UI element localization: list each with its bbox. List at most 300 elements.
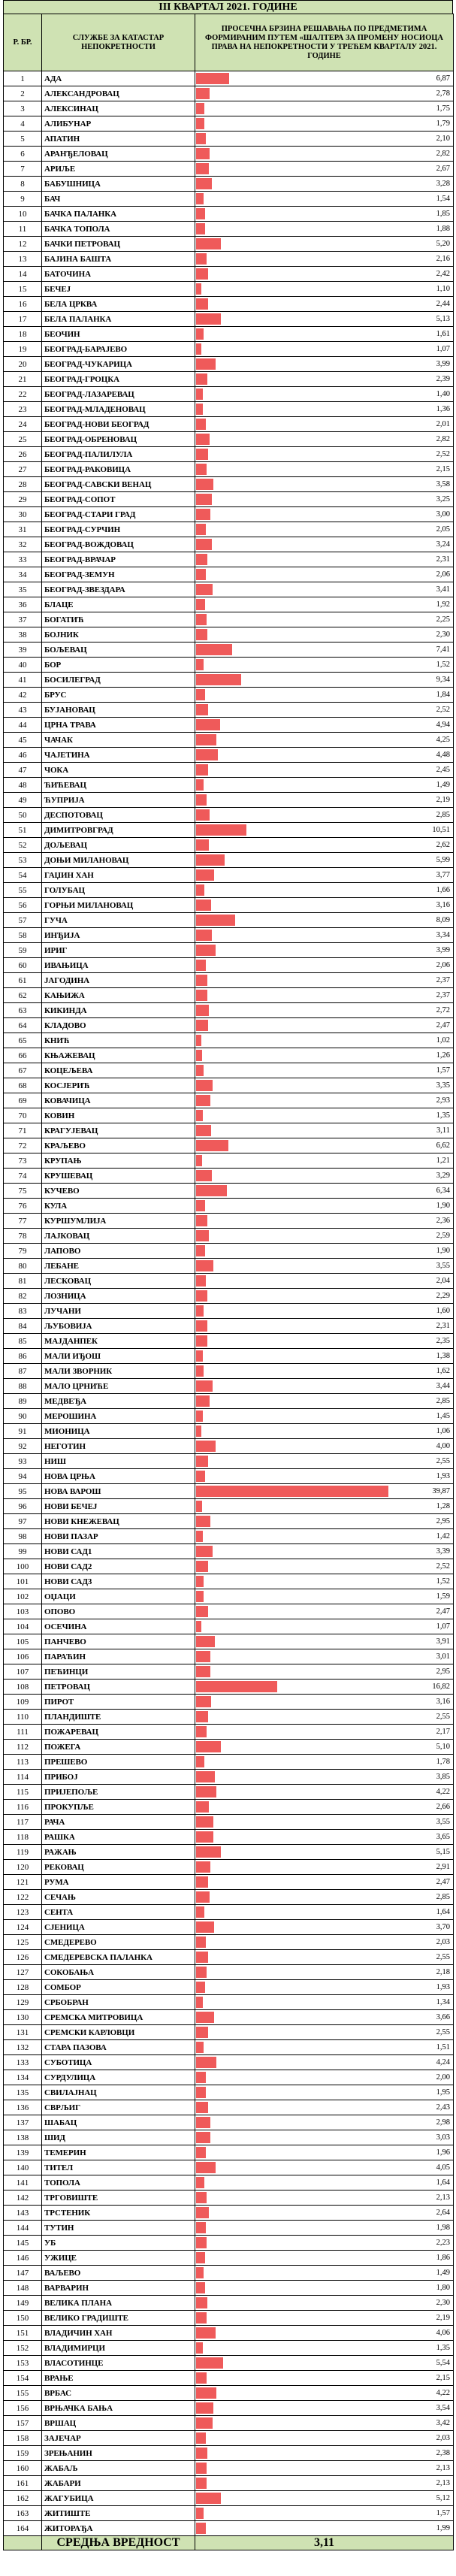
value-bar bbox=[196, 930, 212, 941]
value-label: 2,62 bbox=[436, 841, 450, 849]
row-number: 33 bbox=[4, 552, 42, 567]
office-name: УБ bbox=[42, 2236, 195, 2251]
value-cell bbox=[195, 1078, 454, 1093]
value-label: 2,52 bbox=[436, 706, 450, 714]
row-number: 161 bbox=[4, 2476, 42, 2491]
value-cell bbox=[195, 1184, 454, 1199]
value-cell bbox=[195, 507, 454, 522]
table-row bbox=[4, 132, 454, 147]
value-bar bbox=[196, 1906, 204, 1918]
value-label: 2,82 bbox=[436, 435, 450, 443]
value-label: 4,25 bbox=[436, 736, 450, 744]
value-label: 3,66 bbox=[436, 2013, 450, 2021]
value-label: 2,55 bbox=[436, 1713, 450, 1721]
value-cell bbox=[195, 1199, 454, 1214]
value-bar bbox=[196, 899, 211, 911]
value-cell bbox=[195, 2326, 454, 2341]
value-cell bbox=[195, 1815, 454, 1830]
value-label: 1,93 bbox=[436, 1472, 450, 1480]
office-name: ПАРАЋИН bbox=[42, 1649, 195, 1664]
value-cell bbox=[195, 658, 454, 673]
value-label: 2,13 bbox=[436, 2464, 450, 2472]
table-row bbox=[4, 2521, 454, 2536]
value-bar bbox=[196, 1876, 208, 1888]
value-bar bbox=[196, 749, 218, 760]
office-name: СМЕДЕРЕВО bbox=[42, 1935, 195, 1950]
row-number: 70 bbox=[4, 1108, 42, 1123]
value-cell bbox=[195, 1755, 454, 1770]
value-bar bbox=[196, 1711, 208, 1722]
office-name: ВАРВАРИН bbox=[42, 2281, 195, 2296]
value-bar bbox=[196, 524, 206, 535]
row-number: 88 bbox=[4, 1379, 42, 1394]
value-bar bbox=[196, 73, 229, 84]
table-row bbox=[4, 763, 454, 778]
value-bar bbox=[196, 253, 207, 265]
row-number: 53 bbox=[4, 853, 42, 868]
value-cell bbox=[195, 1003, 454, 1018]
value-bar bbox=[196, 1771, 215, 1782]
row-number: 119 bbox=[4, 1845, 42, 1860]
value-label: 2,47 bbox=[436, 1878, 450, 1886]
office-name: ТУТИН bbox=[42, 2221, 195, 2236]
value-bar bbox=[196, 1967, 207, 1978]
row-number: 99 bbox=[4, 1544, 42, 1559]
value-label: 1,52 bbox=[436, 1577, 450, 1586]
row-number: 60 bbox=[4, 958, 42, 973]
office-name: БЕОГРАД-МЛАДЕНОВАЦ bbox=[42, 402, 195, 417]
value-bar bbox=[196, 313, 221, 325]
office-name: БОЉЕВАЦ bbox=[42, 642, 195, 658]
value-cell bbox=[195, 402, 454, 417]
office-name: МАЛИ ИЂОШ bbox=[42, 1349, 195, 1364]
row-number: 91 bbox=[4, 1424, 42, 1439]
table-row bbox=[4, 1184, 454, 1199]
office-name: КРУШЕВАЦ bbox=[42, 1169, 195, 1184]
table-row bbox=[4, 1093, 454, 1108]
value-label: 2,31 bbox=[436, 555, 450, 564]
value-cell bbox=[195, 2010, 454, 2025]
table-row bbox=[4, 733, 454, 748]
row-number: 19 bbox=[4, 342, 42, 357]
row-number: 142 bbox=[4, 2191, 42, 2206]
table-row bbox=[4, 1574, 454, 1589]
table-row bbox=[4, 1048, 454, 1063]
office-name: БЕОГРАД-СОПОТ bbox=[42, 492, 195, 507]
value-cell bbox=[195, 2191, 454, 2206]
row-number: 155 bbox=[4, 2386, 42, 2401]
table-row bbox=[4, 2506, 454, 2521]
value-label: 2,55 bbox=[436, 1953, 450, 1961]
row-number: 150 bbox=[4, 2311, 42, 2326]
value-bar bbox=[196, 494, 212, 505]
table-row bbox=[4, 177, 454, 192]
value-bar bbox=[196, 373, 207, 385]
value-bar bbox=[196, 1245, 205, 1256]
office-name: МАЛО ЦРНИЋЕ bbox=[42, 1379, 195, 1394]
table-row bbox=[4, 688, 454, 703]
table-row bbox=[4, 447, 454, 462]
office-name: ЛЕСКОВАЦ bbox=[42, 1274, 195, 1289]
value-bar bbox=[196, 915, 235, 926]
office-name: РЕКОВАЦ bbox=[42, 1860, 195, 1875]
row-number: 41 bbox=[4, 673, 42, 688]
office-name: БАЈИНА БАШТА bbox=[42, 252, 195, 267]
value-label: 1,64 bbox=[436, 1908, 450, 1916]
page-title: III КВАРТАЛ 2021. ГОДИНЕ bbox=[3, 0, 453, 14]
row-number: 49 bbox=[4, 793, 42, 808]
office-name: СОМБОР bbox=[42, 1980, 195, 1995]
value-cell bbox=[195, 1965, 454, 1980]
row-number: 22 bbox=[4, 387, 42, 402]
value-label: 5,20 bbox=[436, 240, 450, 248]
value-label: 3,99 bbox=[436, 946, 450, 954]
office-name: РУМА bbox=[42, 1875, 195, 1890]
row-number: 158 bbox=[4, 2431, 42, 2446]
value-cell bbox=[195, 1800, 454, 1815]
table-row bbox=[4, 823, 454, 838]
value-bar bbox=[196, 2012, 214, 2023]
value-cell bbox=[195, 673, 454, 688]
value-cell bbox=[195, 1229, 454, 1244]
value-label: 1,10 bbox=[436, 285, 450, 293]
row-number: 107 bbox=[4, 1664, 42, 1680]
value-cell bbox=[195, 1664, 454, 1680]
value-bar bbox=[196, 328, 204, 340]
table-row bbox=[4, 1695, 454, 1710]
value-label: 2,18 bbox=[436, 1968, 450, 1976]
office-name: РАЧА bbox=[42, 1815, 195, 1830]
row-number: 28 bbox=[4, 477, 42, 492]
value-cell bbox=[195, 1138, 454, 1153]
office-name: БЕЧЕЈ bbox=[42, 282, 195, 297]
value-bar bbox=[196, 2237, 207, 2248]
value-label: 1,59 bbox=[436, 1592, 450, 1601]
office-name: ОЏАЦИ bbox=[42, 1589, 195, 1604]
table-row bbox=[4, 2115, 454, 2130]
office-name: ЛУЧАНИ bbox=[42, 1304, 195, 1319]
table-row bbox=[4, 537, 454, 552]
value-label: 3,16 bbox=[436, 901, 450, 909]
row-number: 62 bbox=[4, 988, 42, 1003]
office-name: ПРИЈЕПОЉЕ bbox=[42, 1785, 195, 1800]
value-bar bbox=[196, 1035, 201, 1046]
value-cell bbox=[195, 2025, 454, 2040]
office-name: БАЧКА ТОПОЛА bbox=[42, 222, 195, 237]
row-number: 124 bbox=[4, 1920, 42, 1935]
value-bar bbox=[196, 884, 204, 896]
row-number: 27 bbox=[4, 462, 42, 477]
table-row bbox=[4, 1770, 454, 1785]
value-bar bbox=[196, 1801, 209, 1813]
value-bar bbox=[196, 103, 204, 114]
value-bar bbox=[196, 2267, 204, 2278]
table-row bbox=[4, 2206, 454, 2221]
office-name: ПЛАНДИШТЕ bbox=[42, 1710, 195, 1725]
value-bar bbox=[196, 1681, 277, 1692]
value-label: 3,39 bbox=[436, 1547, 450, 1556]
row-number: 23 bbox=[4, 402, 42, 417]
table-row bbox=[4, 1604, 454, 1619]
value-label: 1,93 bbox=[436, 1983, 450, 1991]
value-cell bbox=[195, 1153, 454, 1169]
value-label: 4,94 bbox=[436, 721, 450, 729]
value-cell bbox=[195, 71, 454, 86]
row-number: 77 bbox=[4, 1214, 42, 1229]
row-number: 135 bbox=[4, 2085, 42, 2100]
value-cell bbox=[195, 1424, 454, 1439]
value-label: 3,25 bbox=[436, 495, 450, 503]
value-label: 4,05 bbox=[436, 2163, 450, 2172]
row-number: 86 bbox=[4, 1349, 42, 1364]
row-number: 116 bbox=[4, 1800, 42, 1815]
value-label: 1,21 bbox=[436, 1156, 450, 1165]
value-label: 4,24 bbox=[436, 2058, 450, 2067]
value-cell bbox=[195, 1589, 454, 1604]
value-cell bbox=[195, 1905, 454, 1920]
office-name: АЛИБУНАР bbox=[42, 116, 195, 132]
office-name: ПЕЋИНЦИ bbox=[42, 1664, 195, 1680]
header-num: Р. БР. bbox=[4, 14, 42, 71]
value-cell bbox=[195, 252, 454, 267]
row-number: 123 bbox=[4, 1905, 42, 1920]
row-number: 132 bbox=[4, 2040, 42, 2055]
table-row bbox=[4, 477, 454, 492]
row-number: 148 bbox=[4, 2281, 42, 2296]
office-name: ОСЕЧИНА bbox=[42, 1619, 195, 1634]
value-cell bbox=[195, 147, 454, 162]
value-cell bbox=[195, 748, 454, 763]
table-row bbox=[4, 267, 454, 282]
value-cell bbox=[195, 492, 454, 507]
row-number: 128 bbox=[4, 1980, 42, 1995]
value-cell bbox=[195, 1785, 454, 1800]
value-bar bbox=[196, 1636, 215, 1647]
row-number: 34 bbox=[4, 567, 42, 582]
row-number: 139 bbox=[4, 2145, 42, 2160]
value-label: 2,30 bbox=[436, 630, 450, 639]
value-cell bbox=[195, 2251, 454, 2266]
value-label: 5,99 bbox=[436, 856, 450, 864]
value-bar bbox=[196, 1576, 204, 1587]
value-label: 1,07 bbox=[436, 1622, 450, 1631]
row-number: 157 bbox=[4, 2416, 42, 2431]
value-label: 3,03 bbox=[436, 2133, 450, 2142]
value-label: 3,41 bbox=[436, 585, 450, 594]
office-name: БЕОГРАД-НОВИ БЕОГРАД bbox=[42, 417, 195, 432]
value-label: 1,98 bbox=[436, 2224, 450, 2232]
value-cell bbox=[195, 2206, 454, 2221]
table-row bbox=[4, 1394, 454, 1409]
value-cell bbox=[195, 1514, 454, 1529]
value-cell bbox=[195, 2130, 454, 2145]
value-cell bbox=[195, 1574, 454, 1589]
value-bar bbox=[196, 2312, 207, 2324]
value-label: 1,07 bbox=[436, 345, 450, 353]
value-cell bbox=[195, 1950, 454, 1965]
value-bar bbox=[196, 2117, 210, 2128]
value-label: 2,38 bbox=[436, 2449, 450, 2457]
value-bar bbox=[196, 268, 208, 280]
value-cell bbox=[195, 1033, 454, 1048]
table-row bbox=[4, 357, 454, 372]
office-name: ЈАГОДИНА bbox=[42, 973, 195, 988]
office-name: КУРШУМЛИЈА bbox=[42, 1214, 195, 1229]
value-cell bbox=[195, 222, 454, 237]
office-name: НОВИ САД3 bbox=[42, 1574, 195, 1589]
table-row bbox=[4, 1649, 454, 1664]
row-number: 92 bbox=[4, 1439, 42, 1454]
office-name: ПОЖЕГА bbox=[42, 1740, 195, 1755]
value-label: 2,42 bbox=[436, 270, 450, 278]
value-bar bbox=[196, 449, 208, 460]
value-cell bbox=[195, 552, 454, 567]
value-label: 3,01 bbox=[436, 1652, 450, 1661]
office-name: БОГАТИЋ bbox=[42, 612, 195, 627]
office-name: БЕОГРАД-СУРЧИН bbox=[42, 522, 195, 537]
value-bar bbox=[196, 2087, 206, 2098]
table-row bbox=[4, 1800, 454, 1815]
table-row bbox=[4, 2160, 454, 2175]
value-cell bbox=[195, 2461, 454, 2476]
value-bar bbox=[196, 479, 213, 490]
value-bar bbox=[196, 2192, 207, 2203]
value-cell bbox=[195, 237, 454, 252]
table-row bbox=[4, 853, 454, 868]
row-number: 160 bbox=[4, 2461, 42, 2476]
value-cell bbox=[195, 718, 454, 733]
row-number: 151 bbox=[4, 2326, 42, 2341]
value-label: 1,28 bbox=[436, 1502, 450, 1510]
value-cell bbox=[195, 778, 454, 793]
table-row bbox=[4, 86, 454, 101]
office-name: РАЖАЊ bbox=[42, 1845, 195, 1860]
row-number: 79 bbox=[4, 1244, 42, 1259]
value-cell bbox=[195, 2371, 454, 2386]
value-label: 5,13 bbox=[436, 315, 450, 323]
value-label: 2,95 bbox=[436, 1667, 450, 1676]
office-name: КРАЉЕВО bbox=[42, 1138, 195, 1153]
value-label: 2,52 bbox=[436, 450, 450, 458]
table-row bbox=[4, 1875, 454, 1890]
value-bar bbox=[196, 133, 206, 144]
value-bar bbox=[196, 764, 208, 776]
value-bar bbox=[196, 1982, 205, 1993]
office-name: КУЧЕВО bbox=[42, 1184, 195, 1199]
row-number: 48 bbox=[4, 778, 42, 793]
value-cell bbox=[195, 2221, 454, 2236]
value-cell bbox=[195, 1394, 454, 1409]
table-row bbox=[4, 642, 454, 658]
value-label: 2,37 bbox=[436, 991, 450, 999]
value-label: 1,90 bbox=[436, 1202, 450, 1210]
average-empty bbox=[4, 2536, 42, 2550]
table-row bbox=[4, 1514, 454, 1529]
office-name: БЕОГРАД-ВОЖДОВАЦ bbox=[42, 537, 195, 552]
table-row bbox=[4, 1680, 454, 1695]
value-label: 2,19 bbox=[436, 2314, 450, 2322]
table-row bbox=[4, 567, 454, 582]
table-row bbox=[4, 417, 454, 432]
value-cell bbox=[195, 733, 454, 748]
office-name: СВРЉИГ bbox=[42, 2100, 195, 2115]
value-label: 3,70 bbox=[436, 1923, 450, 1931]
table-row bbox=[4, 988, 454, 1003]
value-cell bbox=[195, 2491, 454, 2506]
value-bar bbox=[196, 1050, 202, 1061]
office-name: КЛАДОВО bbox=[42, 1018, 195, 1033]
value-bar bbox=[196, 1456, 208, 1467]
value-label: 3,44 bbox=[436, 1382, 450, 1390]
table-row bbox=[4, 2040, 454, 2055]
table-row bbox=[4, 2356, 454, 2371]
value-bar bbox=[196, 719, 220, 730]
value-bar bbox=[196, 1891, 210, 1903]
value-label: 3,34 bbox=[436, 931, 450, 939]
value-label: 4,00 bbox=[436, 1442, 450, 1450]
value-cell bbox=[195, 1454, 454, 1469]
value-label: 3,29 bbox=[436, 1172, 450, 1180]
value-bar bbox=[196, 2162, 216, 2173]
value-label: 6,87 bbox=[436, 74, 450, 83]
value-label: 1,86 bbox=[436, 2254, 450, 2262]
office-name: ВРЊАЧКА БАЊА bbox=[42, 2401, 195, 2416]
value-cell bbox=[195, 1680, 454, 1695]
table-row bbox=[4, 1319, 454, 1334]
row-number: 89 bbox=[4, 1394, 42, 1409]
table-row bbox=[4, 1544, 454, 1559]
office-name: ВЕЛИКО ГРАДИШТЕ bbox=[42, 2311, 195, 2326]
office-name: МИОНИЦА bbox=[42, 1424, 195, 1439]
row-number: 45 bbox=[4, 733, 42, 748]
office-name: КРАГУЈЕВАЦ bbox=[42, 1123, 195, 1138]
office-name: ЦРНА ТРАВА bbox=[42, 718, 195, 733]
office-name: БАТОЧИНА bbox=[42, 267, 195, 282]
value-cell bbox=[195, 868, 454, 883]
value-bar bbox=[196, 569, 206, 580]
value-cell bbox=[195, 1123, 454, 1138]
value-cell bbox=[195, 462, 454, 477]
value-label: 2,15 bbox=[436, 2374, 450, 2382]
row-number: 113 bbox=[4, 1755, 42, 1770]
table-row bbox=[4, 1634, 454, 1649]
table-row bbox=[4, 1950, 454, 1965]
office-name: БЕОГРАД-ЗВЕЗДАРА bbox=[42, 582, 195, 597]
table-row bbox=[4, 1980, 454, 1995]
table-row bbox=[4, 1274, 454, 1289]
office-name: КНИЋ bbox=[42, 1033, 195, 1048]
office-name: БАЧКА ПАЛАНКА bbox=[42, 207, 195, 222]
value-cell bbox=[195, 1920, 454, 1935]
office-name: СУБОТИЦА bbox=[42, 2055, 195, 2070]
office-name: ИНЂИЈА bbox=[42, 928, 195, 943]
table-row bbox=[4, 252, 454, 267]
row-number: 76 bbox=[4, 1199, 42, 1214]
value-cell bbox=[195, 2296, 454, 2311]
value-label: 2,85 bbox=[436, 811, 450, 819]
office-name: БЕОГРАД-САВСКИ ВЕНАЦ bbox=[42, 477, 195, 492]
value-bar bbox=[196, 1260, 213, 1271]
value-bar bbox=[196, 2282, 205, 2293]
value-bar bbox=[196, 2372, 207, 2384]
row-number: 97 bbox=[4, 1514, 42, 1529]
row-number: 111 bbox=[4, 1725, 42, 1740]
value-label: 2,55 bbox=[436, 2028, 450, 2036]
table-row bbox=[4, 2431, 454, 2446]
value-bar bbox=[196, 2417, 213, 2429]
value-cell bbox=[195, 1710, 454, 1725]
value-bar bbox=[196, 1155, 202, 1166]
